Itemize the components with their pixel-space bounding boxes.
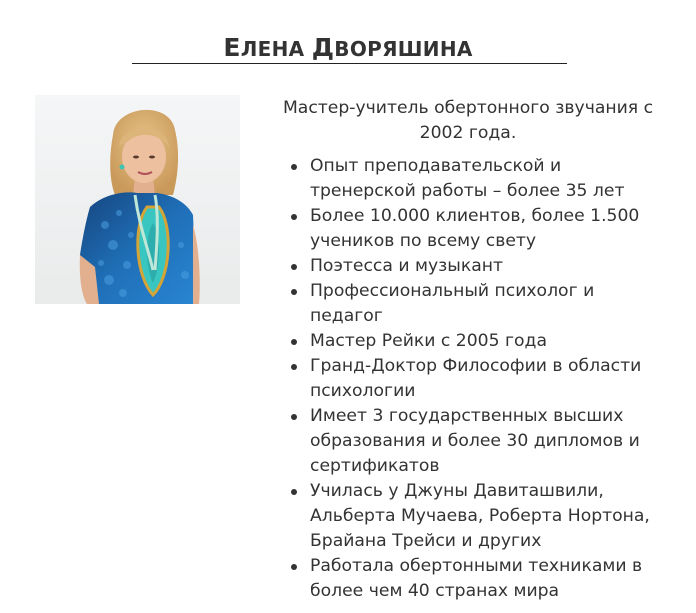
- bullet-icon: [291, 214, 297, 220]
- bullet-icon: [291, 264, 297, 270]
- fact-text: Работала обертонными техниками в более чем 40 странах мира: [310, 556, 643, 601]
- title-last-initial: Д: [311, 33, 335, 63]
- portrait-photo: [35, 95, 240, 304]
- fact-text: Поэтесса и музыкант: [310, 256, 503, 276]
- page-title: [0, 33, 696, 64]
- title-first-rest: ЛЕНА: [240, 37, 305, 62]
- fact-text: Более 10.000 клиентов, более 1.500 учеников по всему свету: [310, 206, 640, 251]
- title-divider: [132, 63, 567, 64]
- list-item: [310, 154, 668, 204]
- bio-facts-list: [268, 154, 668, 604]
- fact-text: Гранд-Доктор Философии в области психологии: [310, 356, 642, 401]
- title-last-rest: ВОРЯШИНА: [334, 37, 473, 62]
- bullet-icon: [291, 364, 297, 370]
- list-item: [310, 404, 668, 479]
- list-item: [310, 329, 668, 354]
- bullet-icon: [291, 564, 297, 570]
- fact-text: Имеет 3 государственных высших образования и более 30 дипломов и сертификатов: [310, 406, 640, 476]
- fact-text: Училась у Джуны Давиташвили, Альберта Мучаева, Роберта Нортона, Брайана Трейси и других: [310, 481, 650, 551]
- bullet-icon: [291, 489, 297, 495]
- portrait-illustration-icon: [35, 95, 240, 304]
- title-first-initial: Е: [223, 33, 241, 63]
- bio-intro: Мастер-учитель обертонного звучания с 2002 года.: [282, 98, 654, 143]
- bullet-icon: [291, 289, 297, 295]
- bullet-icon: [291, 164, 297, 170]
- fact-text: Мастер Рейки с 2005 года: [310, 331, 547, 351]
- bullet-icon: [291, 414, 297, 420]
- fact-text: Опыт преподавательской и тренерской работы – более 35 лет: [310, 156, 625, 201]
- list-item: [310, 554, 668, 604]
- list-item: [310, 354, 668, 404]
- bio-content: [268, 96, 668, 604]
- list-item: [310, 479, 668, 554]
- list-item: [310, 279, 668, 329]
- list-item: [310, 204, 668, 254]
- list-item: [310, 254, 668, 279]
- fact-text: Профессиональный психолог и педагог: [310, 281, 595, 326]
- bullet-icon: [291, 339, 297, 345]
